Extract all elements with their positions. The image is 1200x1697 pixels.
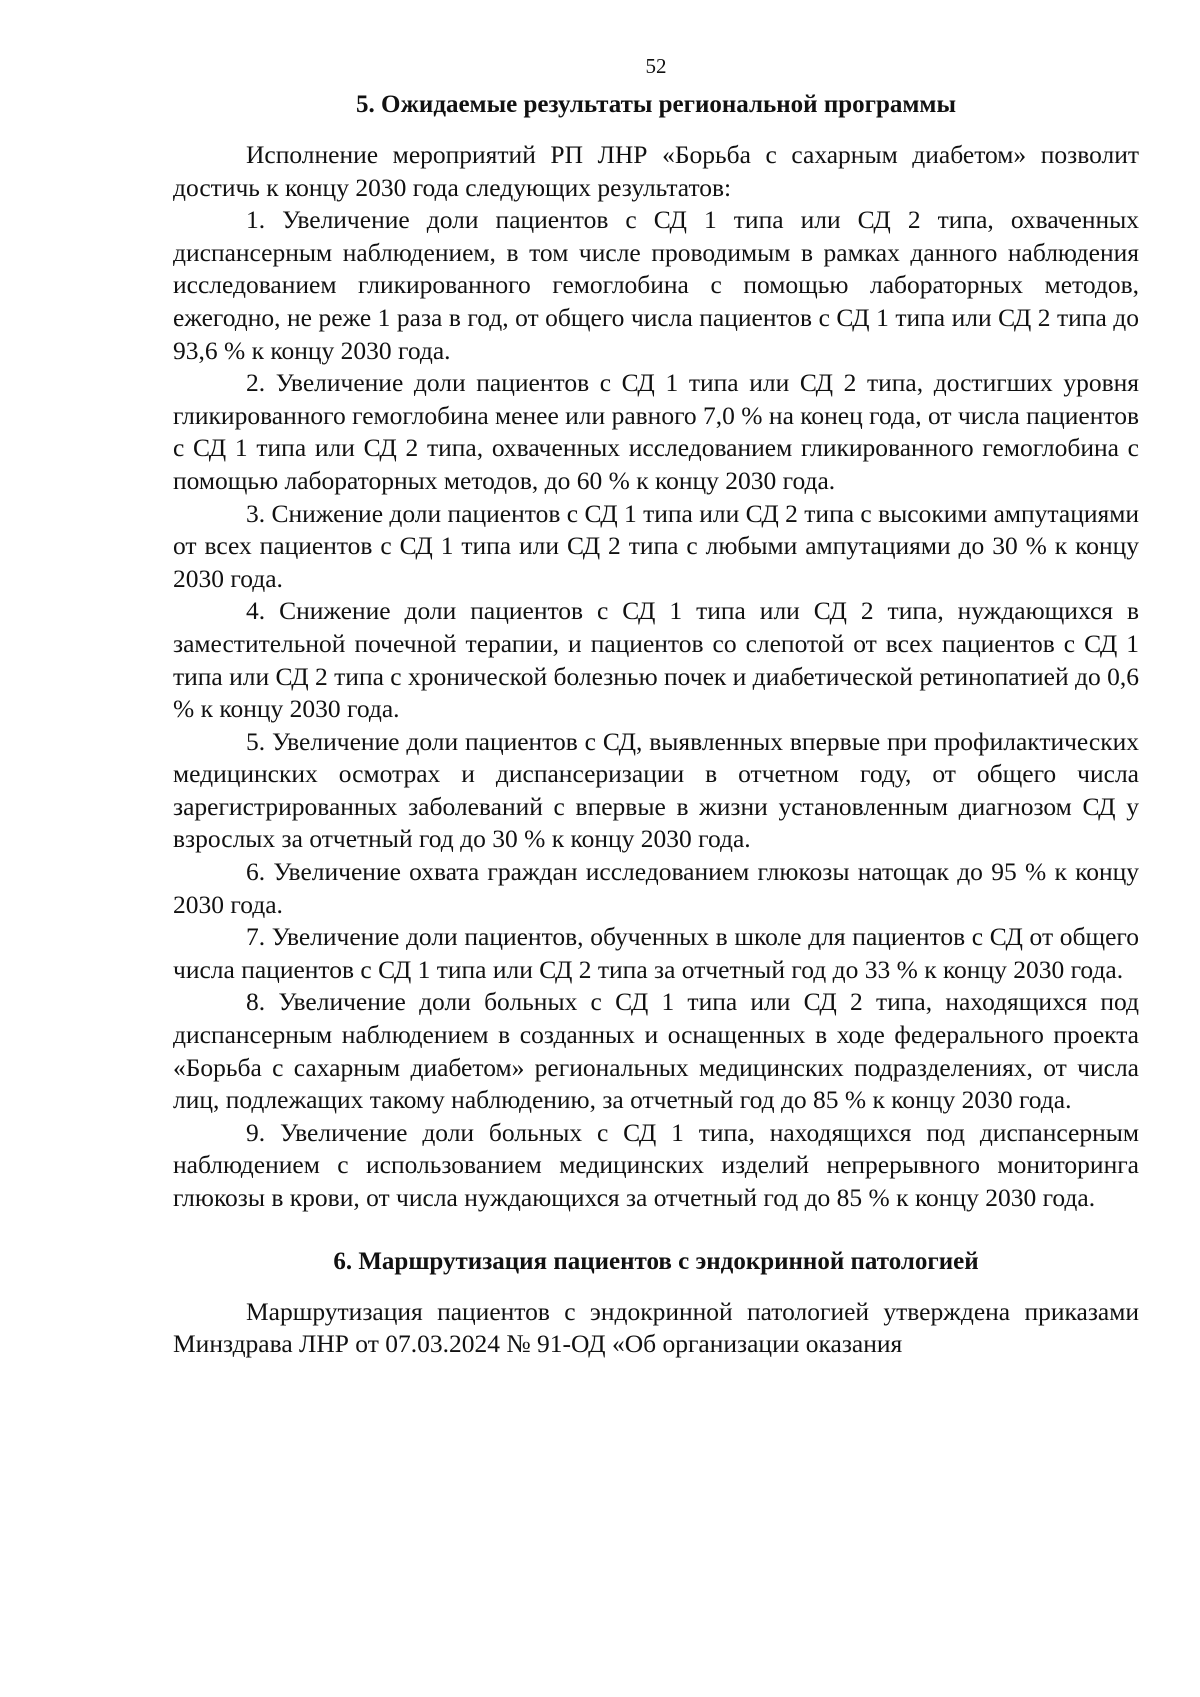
result-item-5: 5. Увеличение доли пациентов с СД, выявленных впервые при профилактических медицинских осмотрах и диспансеризации в отчетном году, от общего числа зарегистрированных заболеваний с впервые в жизни установленным диагнозом СД у взрослых за отчетный год до 30 % к концу 2030 года. (173, 726, 1139, 854)
section-5-heading: 5. Ожидаемые результаты региональной программы (356, 91, 956, 118)
result-item-3: 3. Снижение доли пациентов с СД 1 типа или СД 2 типа с высокими ампутациями от всех пациентов с СД 1 типа или СД 2 типа с любыми ампутациями до 30 % к концу 2030 года. (173, 498, 1139, 593)
section-6-heading: 6. Маршрутизация пациентов с эндокринной патологией (333, 1247, 979, 1275)
result-item-2: 2. Увеличение доли пациентов с СД 1 типа или СД 2 типа, достигших уровня гликированного гемоглобина менее или равного 7,0 % на конец года, от числа пациентов с СД 1 типа или СД 2 типа, охваченных исследованием гликированного гемоглобина с помощью лабораторных методов, до 60 % к концу 2030 года. (173, 368, 1139, 495)
page-number: 52 (645, 54, 667, 78)
result-item-6: 6. Увеличение охвата граждан исследованием глюкозы натощак до 95 % к концу 2030 года. (173, 857, 1139, 919)
document-page (173, 52, 1139, 1361)
result-item-7: 7. Увеличение доли пациентов, обученных в школе для пациентов с СД от общего числа пациентов с СД 1 типа или СД 2 типа за отчетный год до 33 % к концу 2030 года. (173, 922, 1139, 984)
section-6-intro: Маршрутизация пациентов с эндокринной патологией утверждена приказами Минздрава ЛНР от 07.03.2024 № 91-ОД «Об организации оказания (173, 1296, 1139, 1359)
result-item-9: 9. Увеличение доли больных с СД 1 типа, находящихся под диспансерным наблюдением с использованием медицинских изделий непрерывного мониторинга глюкозы в крови, от числа нуждающихся за отчетный год до 85 % к концу 2030 года. (173, 1117, 1139, 1212)
section-5-intro: Исполнение мероприятий РП ЛНР «Борьба с сахарным диабетом» позволит достичь к концу 2030 года следующих результатов: (173, 140, 1139, 202)
result-item-4: 4. Снижение доли пациентов с СД 1 типа или СД 2 типа, нуждающихся в заместительной почечной терапии, и пациентов со слепотой от всех пациентов с СД 1 типа или СД 2 типа с хронической болезнью почек и диабетической ретинопатией до 0,6 % к концу 2030 года. (173, 596, 1139, 724)
result-item-1: 1. Увеличение доли пациентов с СД 1 типа или СД 2 типа, охваченных диспансерным наблюдением, в том числе проводимым в рамках данного наблюдения исследованием гликированного гемоглобина с помощью лабораторных методов, ежегодно, не реже 1 раза в год, от общего числа пациентов с СД 1 типа или СД 2 типа до 93,6 % к концу 2030 года. (173, 205, 1139, 365)
result-item-8: 8. Увеличение доли больных с СД 1 типа или СД 2 типа, находящихся под диспансерным наблюдением в созданных и оснащенных в ходе федерального проекта «Борьба с сахарным диабетом» региональных медицинских подразделениях, от числа лиц, подлежащих такому наблюдению, за отчетный год до 85 % к концу 2030 года. (173, 987, 1139, 1115)
